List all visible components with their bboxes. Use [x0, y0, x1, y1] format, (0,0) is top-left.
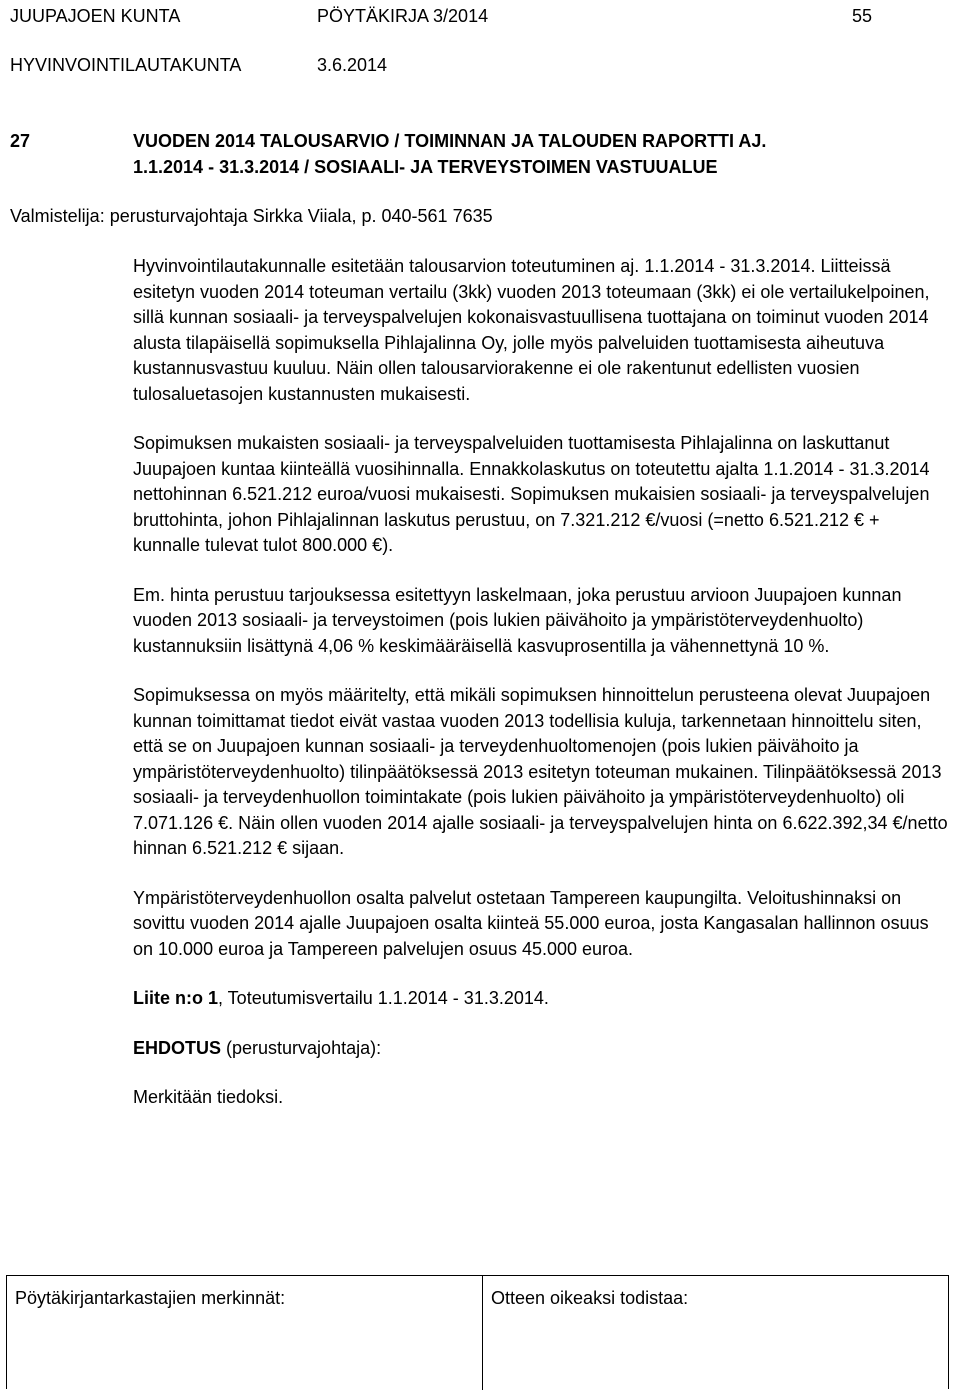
footer-table	[6, 1275, 949, 1389]
attachment-text: , Toteutumisvertailu 1.1.2014 - 31.3.2014.	[218, 988, 549, 1008]
attachment-label: Liite n:o 1	[133, 988, 218, 1008]
proposal-line	[133, 1036, 948, 1062]
paragraph-3: Em. hinta perustuu tarjouksessa esitettyyn laskelmaan, joka perustuu arvioon Juupajoen kunnan vuoden 2013 sosiaali- ja terveystoimen (pois lukien päivähoito ja ympäristöterveydenhuolto) kustannuksiin lisättynä 4,06 % keskimääräisellä kasvuprosentilla ja vähennettynä 10 %.	[133, 584, 902, 656]
paragraph-4: Sopimuksessa on myös määritelty, että mikäli sopimuksen hinnoittelun perusteena olevat Juupajoen kunnan toimittamat tiedot eivät vastaa vuoden 2013 todellisia kuluja, tarkennetaan hinnoittelu siten, että se on Juupajoen kunnan sosiaali- ja terveydenhuoltomenojen (pois lukien päivähoito ja ympäristöterveydenhuolto) tilinpäätöksessä 2013 esitetyn toteuman mukainen. Tilinpäätöksessä 2013 sosiaali- ja terveydenhuollon toimintakate (pois lukien päivähoito ja ympäristöterveydenhuolto) oli 7.071.126 €. Näin ollen vuoden 2014 ajalle sosiaali- ja terveyspalvelujen hinta on 6.622.392,34 €/netto hinnan 6.521.212 € sijaan.	[133, 685, 948, 858]
preparer: Valmistelija: perusturvajohtaja Sirkka Viiala, p. 040-561 7635	[10, 206, 493, 226]
footer-certification-label: Otteen oikeaksi todistaa:	[491, 1288, 689, 1308]
footer-certification-cell	[483, 1276, 948, 1390]
item-number: 27	[10, 131, 31, 151]
page-number: 55	[852, 6, 873, 26]
item-title-line-1: VUODEN 2014 TALOUSARVIO / TOIMINNAN JA TALOUDEN RAPORTTI AJ.	[133, 131, 767, 151]
meeting-date: 3.6.2014	[317, 55, 388, 75]
proposal-label: EHDOTUS	[133, 1037, 222, 1058]
footer-reviewers-label: Pöytäkirjantarkastajien merkinnät:	[15, 1288, 286, 1308]
paragraph-1: Hyvinvointilautakunnalle esitetään talousarvion toteutuminen aj. 1.1.2014 - 31.3.2014. Liitteissä esitetyn vuoden 2014 toteuman vertailu (3kk) vuoden 2013 toteumaan (3kk) ei ole vertailukelpoinen, sillä kunnan sosiaali- ja terveyspalvelujen kokonaisvastuullisena tuottajana on toiminut vuoden 2014 alusta tilapäisellä sopimuksella Pihlajalinna Oy, jolle myös palveluiden tuottamisesta aiheutuva kustannusvastuu kuuluu. Näin ollen talousarviorakenne ei ole rakentunut edellisten vuosien tulosaluetasojen kustannusten mukaisesti.	[133, 256, 930, 404]
item-title-line-2: 1.1.2014 - 31.3.2014 / SOSIAALI- JA TERVEYSTOIMEN VASTUUALUE	[133, 157, 718, 177]
footer-reviewers-cell	[7, 1276, 483, 1390]
proposal-text: (perusturvajohtaja):	[221, 1037, 382, 1058]
municipality-name: JUUPAJOEN KUNTA	[10, 6, 181, 26]
document-title: PÖYTÄKIRJA 3/2014	[317, 6, 489, 26]
paragraph-2: Sopimuksen mukaisten sosiaali- ja terveyspalveluiden tuottamisesta Pihlajalinna on laskuttanut Juupajoen kuntaa kiinteällä vuosihinnalla. Ennakkolaskutus on toteutettu ajalta 1.1.2014 - 31.3.2014 nettohinnan 6.521.212 euroa/vuosi mukaisesti. Sopimuksen mukaisien sosiaali- ja terveyspalvelujen bruttohinta, johon Pihlajalinnan laskutus perustuu, on 7.321.212 €/vuosi (=netto 6.521.212 € + kunnalle tulevat tulot 800.000 €).	[133, 433, 930, 555]
committee-name: HYVINVOINTILAUTAKUNTA	[10, 55, 242, 75]
body-text	[133, 254, 948, 1111]
decision-text: Merkitään tiedoksi.	[133, 1087, 284, 1107]
attachment-line	[133, 986, 948, 1012]
paragraph-5: Ympäristöterveydenhuollon osalta palvelut ostetaan Tampereen kaupungilta. Veloitushinnaksi on sovittu vuoden 2014 ajalle Juupajoen osalta kiinteä 55.000 euroa, josta Kangasalan hallinnon osuus on 10.000 euroa ja Tampereen palvelujen osuus 45.000 euroa.	[133, 887, 929, 959]
